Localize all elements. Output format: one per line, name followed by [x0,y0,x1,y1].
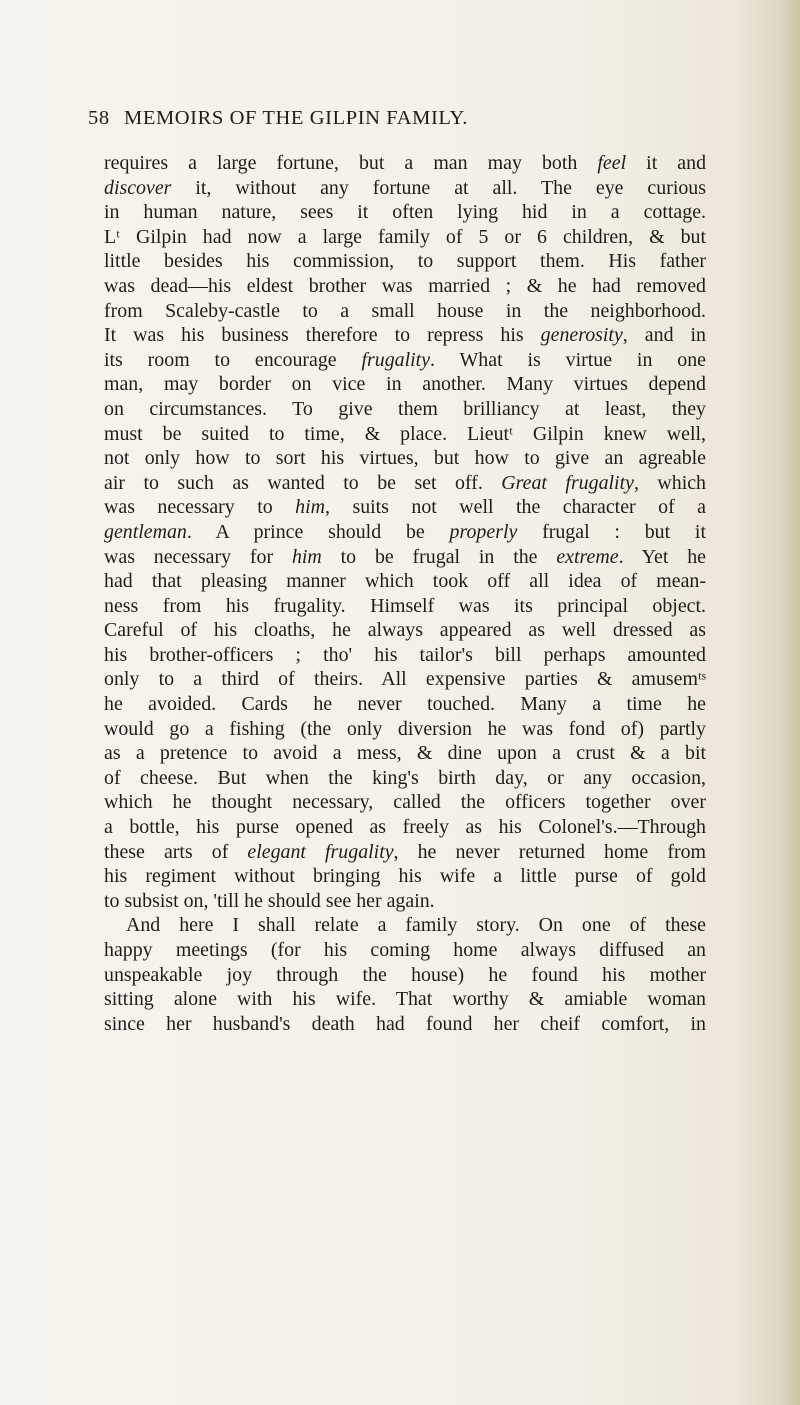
text-segment: unspeakable joy through the house) he found his mother [104,963,706,986]
italic-text: gentleman [104,520,187,543]
italic-text: him [291,545,322,568]
italic-text: extreme [556,545,619,568]
text-segment: its room to encourage [104,348,362,371]
text-line [104,545,706,570]
text-segment: air to such as wanted to be set off. [104,471,502,494]
text-segment: which he thought necessary, called the officers together over [104,791,706,814]
text-line [104,569,706,594]
text-segment: to subsist on, 'till he should see her again. [104,889,435,912]
text-line [104,790,706,815]
text-line [104,717,706,742]
text-segment: must be suited to time, & place. Lieutᵗ Gilpin knew well, [104,422,706,445]
text-line [104,766,706,791]
text-segment: was necessary to [104,496,296,519]
text-segment: of cheese. But when the king's birth day, or any occasion, [104,766,706,789]
text-segment: since her husband's death had found her cheif comfort, in [104,1012,706,1035]
text-line [104,963,706,988]
text-line [104,987,706,1012]
text-segment: his brother-officers ; tho' his tailor's bill perhaps amounted [104,643,706,666]
text-line [104,913,706,938]
text-segment: was necessary for [104,545,292,568]
text-segment: sitting alone with his wife. That worthy & amiable woman [104,988,706,1011]
italic-text: Great frugality [501,471,634,494]
text-line [104,840,706,865]
text-segment: would go a fishing (the only diversion he was fond of) partly [104,717,706,740]
text-segment: , which [633,471,706,494]
text-line [104,864,706,889]
text-segment: Careful of his cloaths, he always appeared as well dressed as [104,619,706,642]
text-segment: little besides his commission, to support them. His father [104,250,706,273]
text-segment: was dead—his eldest brother was married ; & he had removed [104,274,706,297]
text-line [104,889,706,914]
text-line [104,397,706,422]
italic-text: him [295,496,325,519]
text-line [104,446,706,471]
page-edge-shadow [778,0,800,1405]
text-segment: . Yet he [618,545,706,568]
italic-text: elegant frugality [247,840,394,863]
text-segment: man, may border on vice in another. Many virtues depend [104,373,706,396]
text-line [104,372,706,397]
italic-text: discover [104,176,172,199]
text-segment: , suits not well the character of a [325,496,707,519]
text-segment: It was his business therefore to repress his [104,324,541,347]
italic-text: feel [597,152,627,174]
text-segment: in human nature, sees it often lying hid in a cottage. [104,201,706,224]
text-line [104,938,706,963]
text-segment: . What is virtue in one [430,348,706,371]
text-line [104,815,706,840]
italic-text: frugality [361,348,431,371]
text-line [104,471,706,496]
text-line [104,520,706,545]
text-segment: not only how to sort his virtues, but how to give an agreable [104,447,706,470]
text-segment: And here I shall relate a family story. On one of these [126,914,706,937]
page-title: MEMOIRS OF THE GILPIN FAMILY. [124,107,468,129]
text-segment: requires a large fortune, but a man may both [104,152,598,174]
text-segment: his regiment without bringing his wife a little purse of gold [104,865,706,888]
text-line [104,249,706,274]
page-number: 58 [88,107,110,129]
text-line [104,151,706,176]
text-line [104,200,706,225]
italic-text: generosity [540,324,623,347]
text-line [104,274,706,299]
running-head [88,107,728,137]
text-line [104,741,706,766]
text-segment: from Scaleby-castle to a small house in the neighborhood. [104,299,706,322]
text-segment: a bottle, his purse opened as freely as his Colonel's.—Through [104,816,706,839]
text-segment: as a pretence to avoid a mess, & dine upon a crust & a bit [104,742,706,765]
text-segment: to be frugal in the [321,545,557,568]
text-segment: on circumstances. To give them brilliancy at least, they [104,397,706,420]
body-text [104,151,706,1036]
text-segment: . A prince should be [186,520,450,543]
text-line [104,176,706,201]
text-segment: , he never returned home from [393,840,706,863]
text-segment: it and [626,152,707,174]
text-segment: , and in [622,324,707,347]
text-segment: only to a third of theirs. All expensive parties & amusemᵗˢ [104,668,706,691]
text-line [104,643,706,668]
text-segment: frugal : but it [517,520,706,543]
text-line [104,348,706,373]
text-line [104,692,706,717]
italic-text: properly [449,520,518,543]
text-line [104,495,706,520]
text-segment: these arts of [104,840,248,863]
text-line [104,594,706,619]
text-line [104,323,706,348]
text-segment: ness from his frugality. Himself was its principal object. [104,594,706,617]
text-segment: happy meetings (for his coming home always diffused an [104,939,706,961]
text-segment: Lᵗ Gilpin had now a large family of 5 or 6 children, & but [104,225,706,248]
text-segment: it, without any fortune at all. The eye curious [171,176,706,199]
text-line [104,299,706,324]
text-segment: he avoided. Cards he never touched. Many a time he [104,693,706,716]
text-line [104,618,706,643]
text-line [104,1012,706,1037]
text-line [104,225,706,250]
text-segment: had that pleasing manner which took off all idea of mean- [104,570,706,593]
text-line [104,667,706,692]
text-line [104,422,706,447]
